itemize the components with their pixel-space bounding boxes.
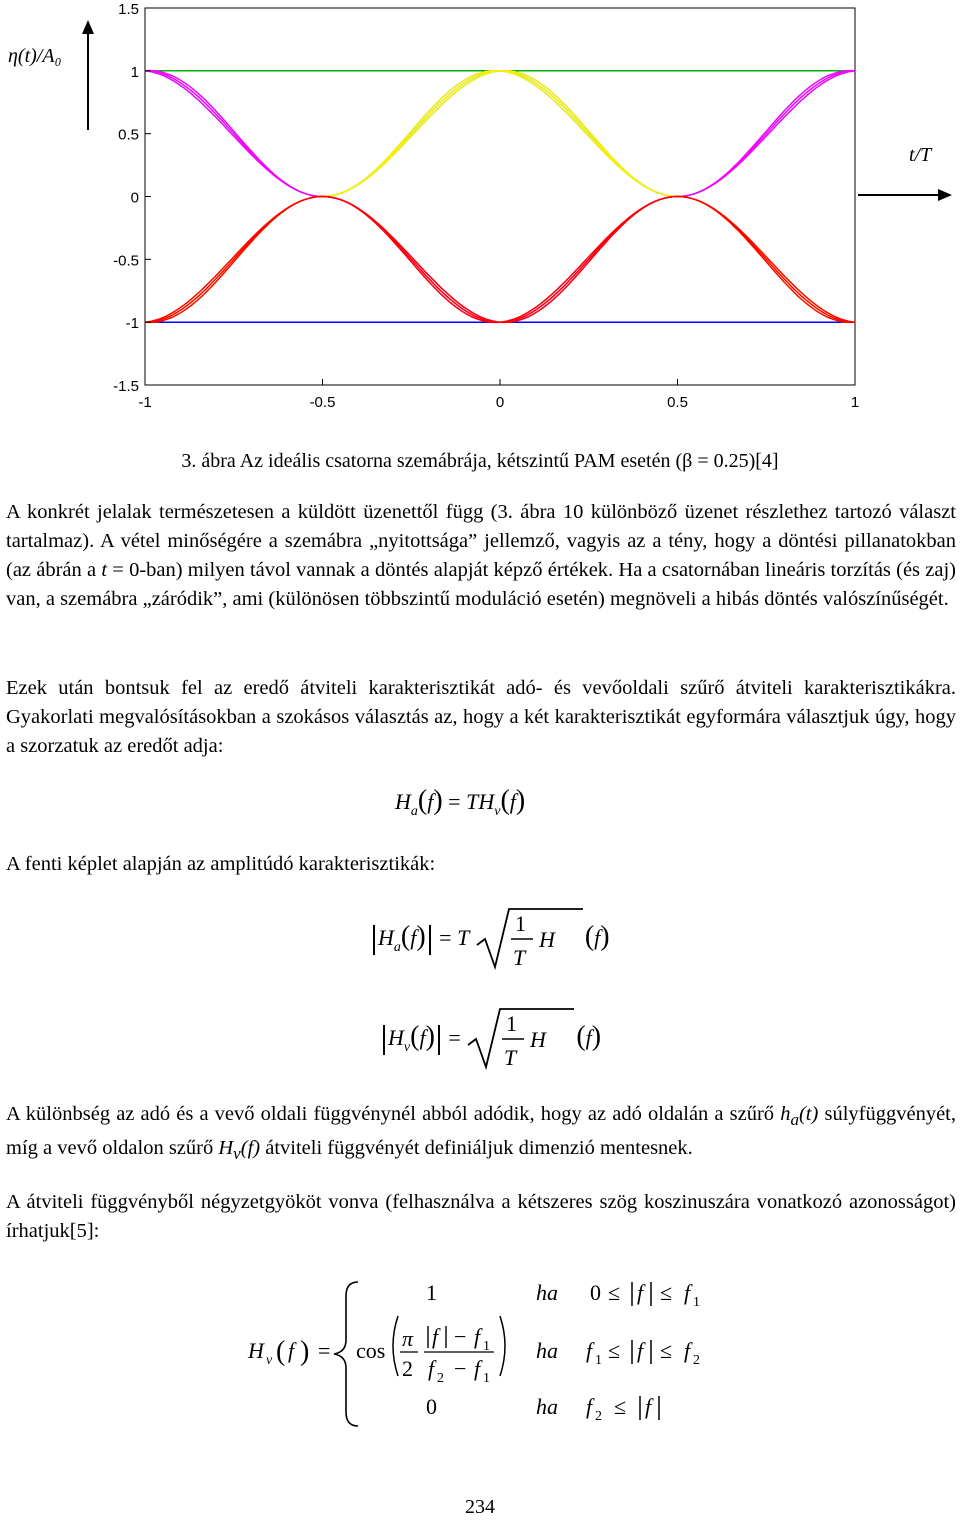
paragraph-3: A fenti képlet alapján az amplitúdó karakterisztikák: bbox=[6, 853, 436, 875]
x-tick-label: 1 bbox=[850, 394, 860, 411]
svg-text:(: ( bbox=[276, 1336, 286, 1367]
svg-text:f: f bbox=[586, 1338, 593, 1363]
svg-text:v: v bbox=[266, 1353, 273, 1368]
equation-ha-amplitude: $H_a(f) = T$ 1 T H (f) bbox=[370, 905, 610, 975]
equation-hv-amplitude: $H_v(f)$ = 1 T H (f) bbox=[380, 1005, 601, 1075]
x-tick-label: -1 bbox=[138, 394, 152, 411]
x-tick-label: 0.5 bbox=[667, 394, 688, 411]
svg-text:=: = bbox=[318, 1338, 331, 1363]
figure-caption: 3. ábra Az ideális csatorna szemábrája, kétszintű PAM esetén (β = 0.25)[4] bbox=[181, 450, 779, 472]
svg-text:≤: ≤ bbox=[660, 1338, 673, 1363]
svg-text:f: f bbox=[637, 1280, 644, 1305]
svg-text:f: f bbox=[474, 1324, 481, 1349]
y-tick-label: -1.5 bbox=[113, 378, 139, 395]
x-tick-label: -0.5 bbox=[309, 394, 336, 411]
svg-text:1: 1 bbox=[483, 1371, 490, 1386]
sqrt-sign bbox=[466, 1005, 576, 1075]
series-line-2 bbox=[145, 71, 855, 197]
equation-ha-thv: $H_a(f) = TH_v(f)$ bbox=[395, 785, 526, 819]
svg-text:≤: ≤ bbox=[608, 1338, 621, 1363]
paragraph-4: A különbség az adó és a vevő oldali függvénynél abból adódik, hogy az adó oldalán a szűrő $h_a(t)$ súlyfüggvényét, míg a vevő oldalon szűrő $H_v(f)$ átviteli függvényét definiáljuk dimenzió mentesnek. bbox=[6, 1103, 956, 1164]
svg-text:ha: ha bbox=[536, 1280, 558, 1305]
series-line-5 bbox=[145, 197, 855, 323]
plot-frame bbox=[145, 8, 855, 385]
svg-text:f: f bbox=[637, 1338, 644, 1363]
svg-text:0: 0 bbox=[426, 1394, 437, 1419]
series-line-5 bbox=[145, 197, 855, 323]
svg-text:π: π bbox=[402, 1326, 414, 1351]
svg-text:2: 2 bbox=[437, 1371, 444, 1386]
svg-text:≤: ≤ bbox=[614, 1394, 627, 1419]
paragraph-1: A konkrét jelalak természetesen a küldött üzenettől függ (3. ábra 10 különböző üzenet részlethez tartozó választ tartalmaz). A vétel minőségére a szemábra „nyitottsága” jellemző, vagyis az a tény, hogy a döntési pillanatokban (az ábrán a t = 0-ban) milyen távol vannak a döntés alapját képző értékek. Ha a csatornában lineáris torzítás (és zaj) van, a szemábra „záródik”, ami (különösen többszintű moduláció esetén) megnöveli a hibás döntés valószínűségét. bbox=[6, 501, 956, 610]
series-line-2 bbox=[145, 71, 855, 197]
svg-text:1: 1 bbox=[506, 1011, 518, 1036]
svg-text:f: f bbox=[586, 1394, 593, 1419]
paragraph-5: A átviteli függvényből négyzetgyököt vonva (felhasználva a kétszeres szög koszinuszára vonatkozó azonosságot) írhatjuk[5]: bbox=[6, 1191, 956, 1242]
svg-text:1: 1 bbox=[693, 1295, 700, 1310]
eye-diagram-chart bbox=[0, 0, 960, 420]
equation-hv-piecewise bbox=[0, 1270, 960, 1450]
svg-text:H: H bbox=[538, 927, 555, 952]
y-tick-label: 1 bbox=[130, 63, 139, 81]
svg-text:T: T bbox=[512, 945, 526, 970]
svg-text:≤: ≤ bbox=[608, 1280, 621, 1305]
series-line-5 bbox=[145, 197, 855, 323]
svg-text:f: f bbox=[684, 1280, 691, 1305]
svg-text:H: H bbox=[530, 1027, 547, 1052]
svg-text:2: 2 bbox=[402, 1356, 413, 1381]
svg-text:f: f bbox=[474, 1356, 481, 1381]
y-tick-label: 0.5 bbox=[118, 126, 139, 144]
series-line-4 bbox=[145, 71, 855, 323]
svg-text:f: f bbox=[288, 1338, 295, 1363]
series-line-4 bbox=[145, 71, 855, 323]
y-axis-label: η(t)/A₀ bbox=[8, 45, 62, 67]
y-tick-label: 1.5 bbox=[118, 1, 139, 18]
svg-text:f: f bbox=[645, 1394, 652, 1419]
x-axis-arrowhead bbox=[938, 189, 952, 201]
svg-text:2: 2 bbox=[595, 1409, 602, 1424]
y-tick-label: 0 bbox=[130, 189, 139, 207]
svg-text:1: 1 bbox=[483, 1339, 490, 1354]
svg-text:f: f bbox=[432, 1324, 439, 1349]
svg-text:1: 1 bbox=[514, 911, 526, 936]
sqrt-sign bbox=[475, 905, 585, 975]
svg-text:≤: ≤ bbox=[660, 1280, 673, 1305]
left-brace bbox=[334, 1282, 358, 1426]
svg-text:T: T bbox=[504, 1045, 517, 1070]
x-tick-label: 0 bbox=[495, 394, 505, 411]
series-line-3 bbox=[145, 71, 855, 323]
y-axis-arrowhead bbox=[82, 20, 94, 34]
svg-text:1: 1 bbox=[426, 1280, 437, 1305]
y-tick-label: -0.5 bbox=[113, 252, 139, 270]
svg-text:H: H bbox=[248, 1338, 264, 1363]
svg-text:−: − bbox=[454, 1324, 467, 1349]
svg-text:2: 2 bbox=[693, 1353, 700, 1368]
svg-text:f: f bbox=[428, 1356, 435, 1381]
svg-text:0: 0 bbox=[590, 1280, 601, 1305]
x-axis-label: t/T bbox=[909, 144, 932, 166]
series-line-2 bbox=[145, 71, 855, 197]
svg-text:f: f bbox=[684, 1338, 691, 1363]
svg-text:ha: ha bbox=[536, 1394, 558, 1419]
paragraph-2: Ezek után bontsuk fel az eredő átviteli karakterisztikát adó- és vevőoldali szűrő átviteli karakterisztikákra. Gyakorlati megvalósításokban a szokásos választás az, hogy a két karakterisztikát egyformára választjuk úgy, hogy a szorzatuk az eredőt adja: bbox=[6, 677, 956, 757]
series-line-4 bbox=[145, 71, 855, 322]
svg-text:ha: ha bbox=[536, 1338, 558, 1363]
svg-text:cos: cos bbox=[356, 1338, 386, 1363]
series-line-3 bbox=[145, 71, 855, 323]
series-line-3 bbox=[145, 71, 855, 322]
svg-text:−: − bbox=[454, 1356, 467, 1381]
svg-text:1: 1 bbox=[595, 1353, 602, 1368]
y-tick-label: -1 bbox=[125, 315, 139, 333]
svg-text:): ) bbox=[300, 1336, 310, 1367]
page-number: 234 bbox=[465, 1496, 495, 1518]
